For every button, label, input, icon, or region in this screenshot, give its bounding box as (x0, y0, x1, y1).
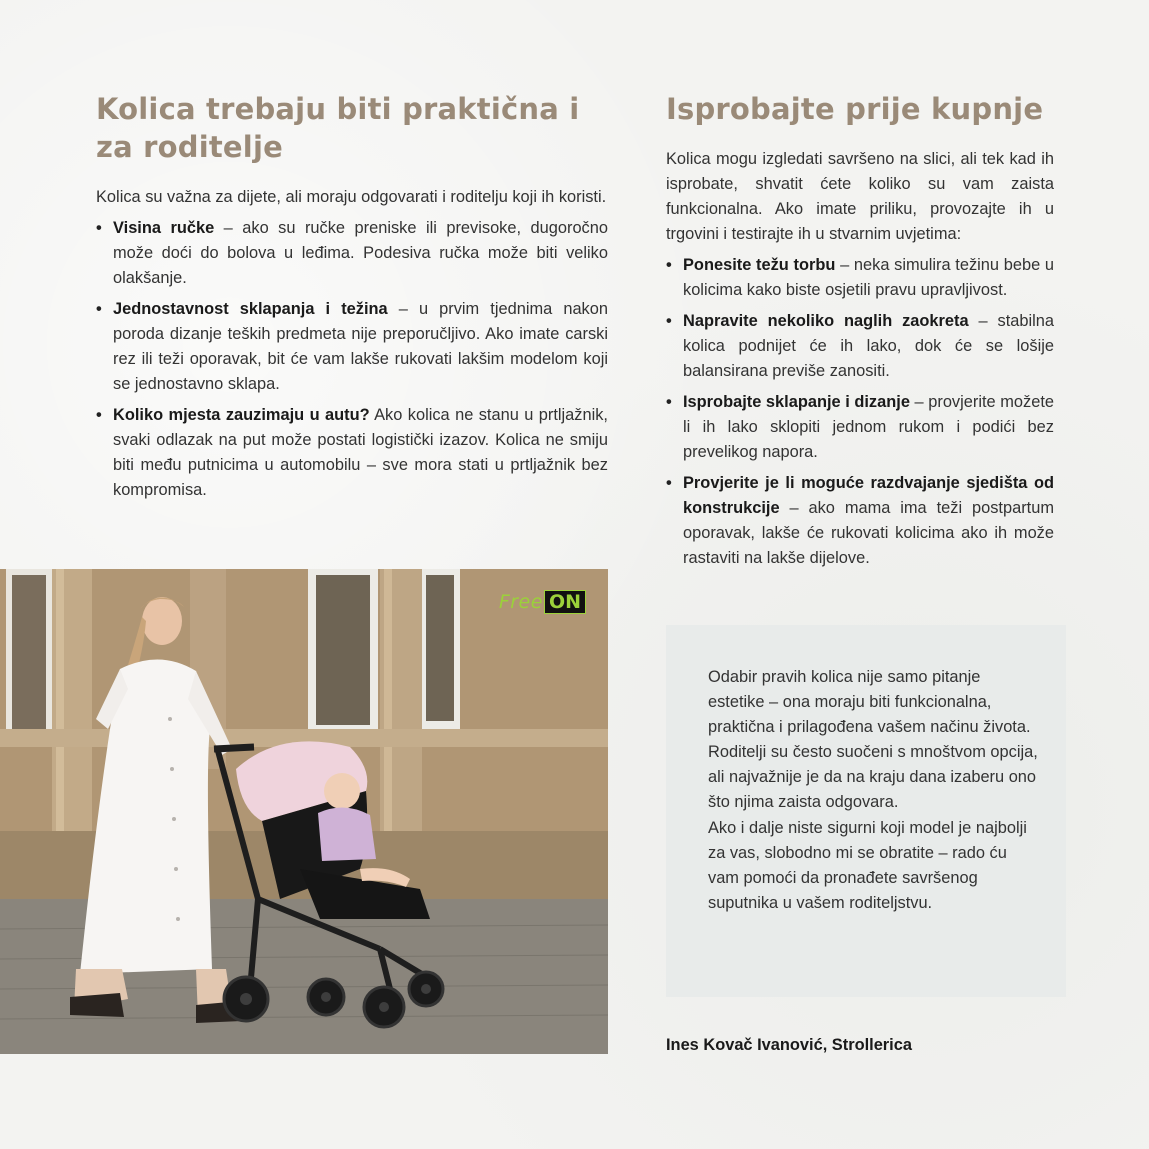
left-intro: Kolica su važna za dijete, ali moraju odgovarati i roditelju koji ih koristi. (96, 188, 607, 206)
right-bullet-sharp-turns (666, 309, 1054, 384)
bullet-text: – neka simulira težinu bebe u kolicima kako biste osjetili pravu upravljivost. (683, 256, 1055, 299)
quote-paragraph-2: Ako i dalje niste sigurni koji model je najbolji za vas, slobodno mi se obratite – rado ću vam pomoći da pronađete savršenog suputnika u vašem roditeljstvu. (708, 818, 1027, 912)
quote-box (666, 625, 1066, 997)
bullet-bold: Napravite nekoliko naglih zaokreta (683, 312, 969, 330)
stroller-photo (0, 569, 608, 1054)
right-bullet-heavy-bag (666, 253, 1054, 303)
left-heading: Kolica trebaju biti praktična i za roditelje (96, 92, 580, 164)
bullet-bold: Isprobajte sklapanje i dizanje (683, 393, 910, 411)
author-signature: Ines Kovač Ivanović, Strollerica (666, 1036, 912, 1054)
quote-paragraph-1: Odabir pravih kolica nije samo pitanje estetike – ona moraju biti funkcionalna, praktična i prilagođena vašem načinu života. Roditelji su često suočeni s mnoštvom opcija, ali najvažnije je da na kraju dana izaberu ono što njima zaista odgovara. (708, 668, 1038, 812)
bullet-bold: Visina ručke (113, 219, 215, 237)
bullet-bold: Jednostavnost sklapanja i težina (113, 300, 388, 318)
right-column (666, 147, 1054, 577)
bullet-bold: Provjerite je li moguće razdvajanje sjedišta od konstrukcije (683, 474, 1054, 517)
right-bullet-seat-separation (666, 471, 1054, 571)
logo-free-text: Free (498, 591, 543, 613)
bullet-text: Ako kolica ne stanu u prtljažnik, svaki odlazak na put može postati logistički izazov. Kolica ne smiju biti među putnicima u automobilu – sve mora stati u prtljažnik bez kompromisa. (113, 406, 608, 499)
right-heading: Isprobajte prije kupnje (666, 92, 1044, 126)
right-bullet-list (666, 253, 1054, 571)
right-bullet-fold-lift (666, 390, 1054, 465)
bullet-text: – ako mama ima teži postpartum oporavak, lakše će rukovati kolicima ako ih može rastaviti na lakše dijelove. (683, 499, 1054, 567)
right-intro: Kolica mogu izgledati savršeno na slici, ali tek kad ih isprobate, shvatit ćete koliko su vam zaista funkcionalna. Ako imate priliku, provozajte ih u trgovini i testirajte ih u stvarnim uvjetima: (666, 150, 1054, 243)
bullet-text: – stabilna kolica podnijet će ih lako, dok će se lošije balansirana previše zanositi. (683, 312, 1055, 380)
bullet-text: – provjerite možete li ih lako sklopiti jednom rukom i podići bez prevelikog napora. (683, 393, 1054, 461)
left-column (96, 185, 608, 509)
left-bullet-folding-weight (96, 297, 608, 397)
photo-illustration (0, 569, 608, 1054)
bullet-bold: Koliko mjesta zauzimaju u autu? (113, 406, 370, 424)
freeon-logo (499, 591, 586, 613)
quote-text (708, 665, 1038, 916)
bullet-bold: Ponesite težu torbu (683, 256, 836, 274)
left-bullet-car-space (96, 403, 608, 503)
logo-on-text: ON (544, 590, 586, 614)
left-bullet-list (96, 216, 608, 503)
left-bullet-handle-height (96, 216, 608, 291)
bullet-text: – ako su ručke preniske ili previsoke, dugoročno može doći do bolova u leđima. Podesiva ručka može biti veliko olakšanje. (113, 219, 608, 287)
bullet-text: – u prvim tjednima nakon poroda dizanje teških predmeta nije preporučljivo. Ako imate carski rez ili teži oporavak, bit će vam lakše rukovati lakšim modelom koji se jednostavno sklapa. (113, 300, 608, 393)
